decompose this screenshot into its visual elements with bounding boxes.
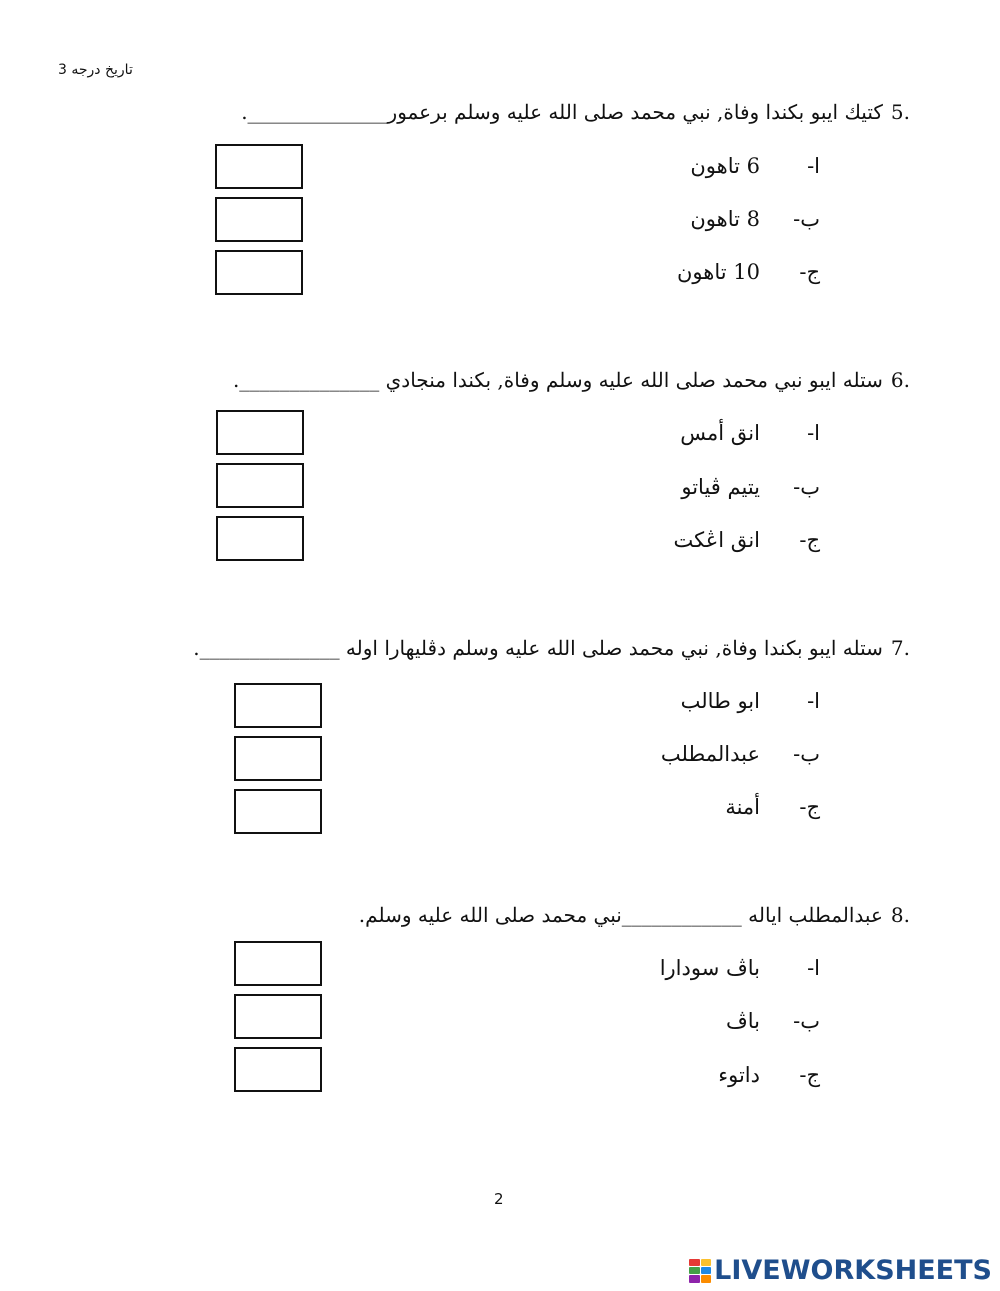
question-number: 7. [890,636,910,660]
answer-checkbox[interactable] [216,410,304,455]
liveworksheets-logo-icon [689,1259,711,1283]
answer-checkbox[interactable] [234,736,322,781]
answer-checkbox[interactable] [234,941,322,986]
option-text: 8 تاهون [690,207,760,231]
option-text: باڤ [725,1009,760,1033]
answer-checkbox[interactable] [234,994,322,1039]
option-text: يتيم ڤياتو [681,475,760,499]
option-text: باڤ سودارا [659,956,760,980]
question-8 [359,903,910,927]
option-text: انق أمس [680,421,760,445]
logo-square [689,1267,700,1274]
option-text: انق اڠكت [673,528,760,552]
question-number: 5. [890,100,910,124]
question-7 [193,636,910,660]
logo-square [689,1275,700,1282]
option-text: عبدالمطلب [660,742,760,766]
question-6 [233,368,910,392]
option-row [560,260,820,290]
question-number: 6. [890,368,910,392]
option-row [560,742,820,772]
option-row [560,689,820,719]
option-letter: ا- [807,154,820,178]
answer-checkbox[interactable] [234,1047,322,1092]
logo-square [701,1275,712,1282]
option-letter: ج- [799,1063,820,1087]
question-text: عبدالمطلب اياله ____________نبي محمد صلى الله عليه وسلم. [358,903,883,927]
option-letter: ج- [799,528,820,552]
question-text: كتيك ايبو بكندا وفاة, نبي محمد صلى الله عليه وسلم برعمور______________. [241,100,883,124]
option-letter: ا- [807,956,820,980]
option-row [560,528,820,558]
option-row [560,795,820,825]
liveworksheets-brand-text: LIVEWORKSHEETS [714,1255,992,1286]
answer-checkbox[interactable] [215,144,303,189]
liveworksheets-logo [689,1255,992,1286]
question-number: 8. [890,903,910,927]
option-letter: ب- [793,742,820,766]
option-letter: ب- [793,1009,820,1033]
answer-checkbox[interactable] [234,789,322,834]
answer-checkbox[interactable] [215,250,303,295]
answer-checkbox[interactable] [216,516,304,561]
answer-checkbox[interactable] [216,463,304,508]
question-5 [241,100,910,124]
option-row [560,956,820,986]
option-text: داتوء [718,1063,760,1087]
option-letter: ج- [799,260,820,284]
option-letter: ا- [807,421,820,445]
answer-checkbox[interactable] [234,683,322,728]
option-row [560,207,820,237]
option-text: ابو طالب [680,689,760,713]
logo-square [701,1267,712,1274]
page-number: 2 [494,1190,504,1208]
option-text: 10 تاهون [677,260,760,284]
logo-square [689,1259,700,1266]
option-letter: ب- [793,207,820,231]
option-row [560,1009,820,1039]
option-letter: ب- [793,475,820,499]
logo-square [701,1259,712,1266]
option-text: أمنة [725,795,760,819]
option-row [560,421,820,451]
worksheet-header-title: تاريخ درجه 3 [58,62,133,78]
question-text: ستله ايبو نبي محمد صلى الله عليه وسلم وفاة, بكندا منجادي ______________. [232,368,883,392]
question-text: ستله ايبو بكندا وفاة, نبي محمد صلى الله عليه وسلم دڤليهارا اوله ______________. [193,636,883,660]
option-row [560,475,820,505]
option-letter: ا- [807,689,820,713]
option-text: 6 تاهون [690,154,760,178]
answer-checkbox[interactable] [215,197,303,242]
option-row [560,154,820,184]
option-row [560,1063,820,1093]
option-letter: ج- [799,795,820,819]
